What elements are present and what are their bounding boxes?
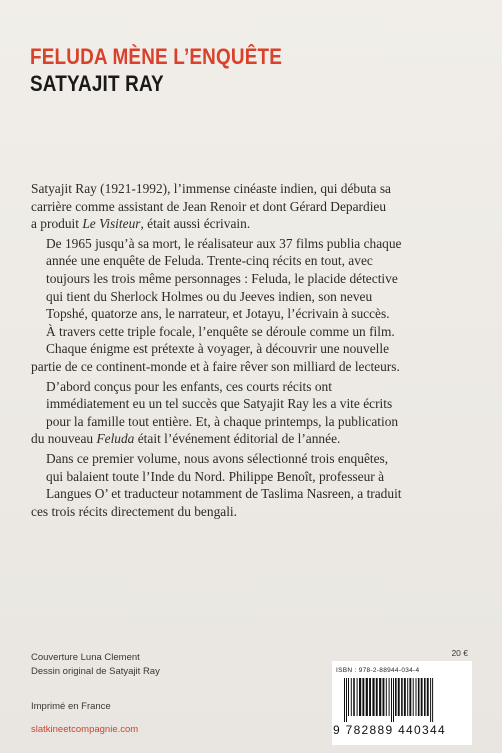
- barcode-bar: [421, 678, 423, 716]
- barcode-bar: [348, 678, 349, 716]
- barcode-digits: 9 782889 440344: [333, 723, 446, 737]
- isbn-label: ISBN : 978-2-88944-034-4: [336, 667, 420, 674]
- barcode-image: [342, 678, 466, 722]
- blurb-paragraph-4: [31, 450, 472, 520]
- printed-in: Imprimé en France: [31, 701, 111, 712]
- barcode-bar: [366, 678, 368, 716]
- text-line: qui tient du Sherlock Holmes ou du Jeeves indien, son neveu: [46, 288, 373, 304]
- text-line: D’abord conçus pour les enfants, ces courts récits ont: [46, 378, 332, 394]
- barcode-bar: [372, 678, 374, 716]
- text-line: année une enquête de Feluda. Trente-cinq récits en tout, avec: [46, 253, 373, 269]
- text-line: Langues O’ et traducteur notamment de Taslima Nasreen, a traduit: [46, 486, 402, 502]
- text-line: Topshé, quatorze ans, le narrateur, et Jotayu, l’écrivain à succès.: [46, 306, 390, 322]
- blurb-paragraph-2: [31, 235, 472, 376]
- barcode-bar: [413, 678, 414, 716]
- barcode-bar: [344, 678, 345, 722]
- barcode-bar: [404, 678, 406, 716]
- cover-credits: [31, 651, 160, 679]
- text-line: qui balaient toute l’Inde du Nord. Philippe Benoît, professeur à: [46, 468, 385, 484]
- text-line: a produit Le Visiteur, était aussi écrivain.: [31, 216, 251, 232]
- drawing-credit: Dessin original de Satyajit Ray: [31, 666, 160, 677]
- barcode-bar: [407, 678, 408, 716]
- barcode-bar: [430, 678, 431, 722]
- text-line: immédiatement eu un tel succès que Satyajit Ray les a vite écrits: [46, 396, 393, 412]
- barcode-bar: [383, 678, 385, 716]
- barcode-bar: [357, 678, 358, 716]
- cover-credit: Couverture Luna Clement: [31, 652, 140, 663]
- barcode-bar: [432, 678, 433, 722]
- text-line: partie de ce continent-monde et à faire rêver son milliard de lecteurs.: [31, 358, 400, 374]
- blurb-text: [31, 180, 472, 522]
- barcode-bar: [379, 678, 381, 716]
- text-line: Satyajit Ray (1921-1992), l’immense cinéaste indien, qui débuta sa: [31, 181, 391, 196]
- series-title-italic: Feluda: [96, 431, 135, 447]
- text-line: carrière comme assistant de Jean Renoir et dont Gérard Depardieu: [31, 198, 387, 214]
- text-line: toujours les trois même personnages : Feluda, le placide détective: [46, 270, 398, 286]
- text-line: du nouveau Feluda était l’événement éditorial de l’année.: [31, 431, 341, 447]
- barcode-bar: [395, 678, 397, 716]
- barcode-bar: [427, 678, 429, 716]
- barcode-bar: [369, 678, 371, 716]
- blurb-paragraph-3: [31, 378, 472, 448]
- text-line: À travers cette triple focale, l’enquête se déroule comme un film.: [46, 323, 395, 339]
- barcode-bar: [346, 678, 347, 722]
- barcode-bar: [409, 678, 411, 716]
- book-title: FELUDA MÈNE L’ENQUÊTE: [30, 44, 283, 69]
- publisher-website[interactable]: slatkineetcompagnie.com: [31, 724, 139, 735]
- barcode-bar: [386, 678, 387, 716]
- film-title-italic: Le Visiteur: [82, 216, 141, 232]
- blurb-paragraph-1: [31, 180, 472, 233]
- barcode-bar: [418, 678, 420, 716]
- text-line: ces trois récits directement du bengali.: [31, 503, 237, 519]
- barcode-bar: [391, 678, 392, 722]
- price-label: 20 €: [451, 648, 468, 658]
- text-line: De 1965 jusqu’à sa mort, le réalisateur aux 37 films publia chaque: [46, 235, 402, 251]
- barcode-bar: [389, 678, 390, 716]
- barcode-bar: [393, 678, 394, 722]
- barcode-bar: [353, 678, 355, 716]
- barcode-bar: [376, 678, 378, 716]
- barcode-bar: [362, 678, 364, 716]
- text-line: pour la famille tout entière. Et, à chaque printemps, la publication: [46, 413, 399, 429]
- barcode-bar: [359, 678, 361, 716]
- barcode-bar: [351, 678, 352, 716]
- text-line: Dans ce premier volume, nous avons sélectionné trois enquêtes,: [46, 450, 389, 466]
- book-author: SATYAJIT RAY: [30, 71, 164, 96]
- barcode-bar: [398, 678, 400, 716]
- text-line: Chaque énigme est prétexte à voyager, à découvrir une nouvelle: [46, 341, 390, 357]
- barcode-bar: [424, 678, 426, 716]
- barcode-bar: [416, 678, 417, 716]
- barcode-bar: [401, 678, 403, 716]
